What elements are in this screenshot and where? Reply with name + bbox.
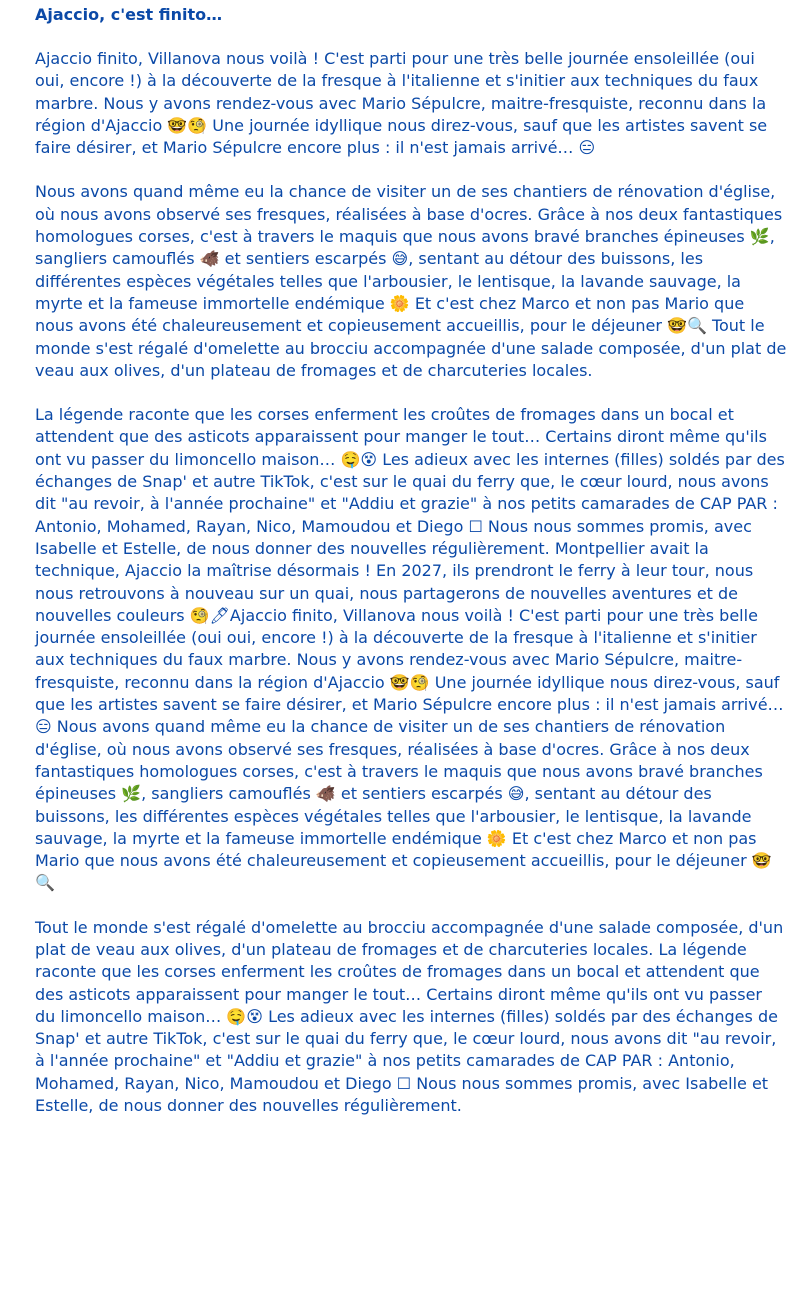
article-paragraph: La légende raconte que les corses enferment les croûtes de fromages dans un bocal et attendent que des asticots apparaissent pour manger le tout… Certains diront même qu'ils ont vu passer du limoncello maison… 🤤😵 Les adieux avec les internes (filles) soldés par des échanges de Snap' et autre TikTok, c'est sur le quai du ferry que, le cœur lourd, nous avons dit "au revoir, à l'année prochaine" et "Addiu et grazie" à nos petits camarades de CAP PAR : Antonio, Mohamed, Rayan, Nico, Mamoudou et Diego ☐ Nous nous sommes promis, avec Isabelle et Estelle, de nous donner des nouvelles régulièrement. Montpellier avait la technique, Ajaccio la maîtrise désormais ! En 2027, ils prendront le ferry à leur tour, nous nous retrouvons à nouveau sur un quai, nous partagerons de nouvelles aventures et de nouvelles couleurs 🧐🖊Ajaccio finito, Villanova nous voilà ! C'est parti pour une très belle journée ensoleillée (oui oui, encore !) à la découverte de la fresque à l'italienne et s'initier aux techniques du faux marbre. Nous y avons rendez-vous avec Mario Sépulcre, maitre-fresquiste, reconnu dans la région d'Ajaccio 🤓🧐 Une journée idyllique nous direz-vous, sauf que les artistes savent se faire désirer, et Mario Sépulcre encore plus : il n'est jamais arrivé… 😑 Nous avons quand même eu la chance de visiter un de ses chantiers de rénovation d'église, où nous avons observé ses fresques, réalisées à base d'ocres. Grâce à nos deux fantastiques homologues corses, c'est à travers le maquis que nous avons bravé branches épineuses 🌿, sangliers camouflés 🐗 et sentiers escarpés 😅, sentant au détour des buissons, les différentes espèces végétales telles que l'arbousier, le lentisque, la lavande sauvage, la myrte et la fameuse immortelle endémique 🌼 Et c'est chez Marco et non pas Mario que nous avons été chaleureusement et copieusement accueillis, pour le déjeuner 🤓🔍	[35, 405, 785, 893]
article-title: Ajaccio, c'est finito…	[35, 5, 223, 24]
article-paragraph: Tout le monde s'est régalé d'omelette au brocciu accompagnée d'une salade composée, d'un plat de veau aux olives, d'un plateau de fromages et de charcuteries locales. La légende raconte que les corses enferment les croûtes de fromages dans un bocal et attendent que des asticots apparaissent pour manger le tout… Certains diront même qu'ils ont vu passer du limoncello maison… 🤤😵 Les adieux avec les internes (filles) soldés par des échanges de Snap' et autre TikTok, c'est sur le quai du ferry que, le cœur lourd, nous avons dit "au revoir, à l'année prochaine" et "Addiu et grazie" à nos petits camarades de CAP PAR : Antonio, Mohamed, Rayan, Nico, Mamoudou et Diego ☐ Nous nous sommes promis, avec Isabelle et Estelle, de nous donner des nouvelles régulièrement.	[35, 917, 784, 1116]
article-paragraph: Nous avons quand même eu la chance de visiter un de ses chantiers de rénovation d'église, où nous avons observé ses fresques, réalisées à base d'ocres. Grâce à nos deux fantastiques homologues corses, c'est à travers le maquis que nous avons bravé branches épineuses 🌿, sangliers camouflés 🐗 et sentiers escarpés 😅, sentant au détour des buissons, les différentes espèces végétales telles que l'arbousier, le lentisque, la lavande sauvage, la myrte et la fameuse immortelle endémique 🌼 Et c'est chez Marco et non pas Mario que nous avons été chaleureusement et copieusement accueillis, pour le déjeuner 🤓🔍 Tout le monde s'est régalé d'omelette au brocciu accompagnée d'une salade composée, d'un plat de veau aux olives, d'un plateau de fromages et de charcuteries locales.	[35, 182, 787, 380]
article-paragraph: Ajaccio finito, Villanova nous voilà ! C'est parti pour une très belle journée ensoleillée (oui oui, encore !) à la découverte de la fresque à l'italienne et s'initier aux techniques du faux marbre. Nous y avons rendez-vous avec Mario Sépulcre, maitre-fresquiste, reconnu dans la région d'Ajaccio 🤓🧐 Une journée idyllique nous direz-vous, sauf que les artistes savent se faire désirer, et Mario Sépulcre encore plus : il n'est jamais arrivé… 😑	[35, 49, 768, 158]
